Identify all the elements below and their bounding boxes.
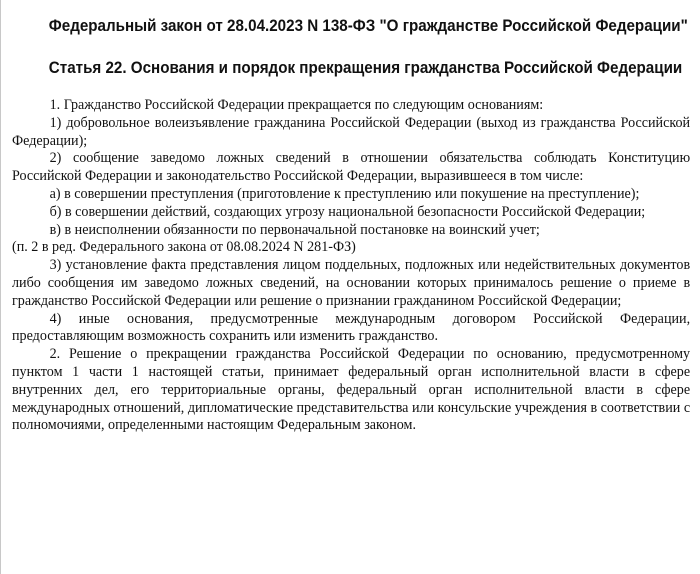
article-title: Статья 22. Основания и порядок прекращения гражданства Российской Федерации: [48, 59, 683, 77]
amendment-note: (п. 2 в ред. Федерального закона от 08.08.2024 N 281-ФЗ): [12, 239, 356, 256]
article-body: [12, 97, 690, 435]
paragraph-item-1: 1) добровольное волеизъявление гражданина Российской Федерации (выход из гражданства Российской Федерации);: [12, 114, 691, 149]
law-title: Федеральный закон от 28.04.2023 N 138-ФЗ "О гражданстве Российской Федерации": [48, 17, 688, 35]
paragraph-item-3: 3) установление факта представления лицом поддельных, подложных или недействительных документов либо сообщения им заведомо ложных сведений, на основании которых принималось решение о приеме в гражданство Российской Федерации или решение о признании гражданином Российской Федерации;: [12, 257, 691, 309]
paragraph-part-2: 2. Решение о прекращении гражданства Российской Федерации по основанию, предусмотренному пунктом 1 части 1 настоящей статьи, принимает федеральный орган исполнительной власти в сфере внутренних дел, его территориальные органы, федеральный орган исполнительной власти в сфере международных отношений, дипломатические представительства или консульские учреждения в соответствии с полномочиями, определенными настоящим Федеральным законом.: [12, 346, 691, 434]
paragraph-part-1-intro: 1. Гражданство Российской Федерации прекращается по следующим основаниям:: [49, 97, 544, 113]
paragraph-subitem-a: а) в совершении преступления (приготовление к преступлению или покушение на преступление);: [49, 185, 640, 202]
paragraph-item-2: 2) сообщение заведомо ложных сведений в отношении обязательства соблюдать Конституцию Российской Федерации и законодательство Российской Федерации, выразившееся в том числе:: [12, 150, 691, 185]
paragraph-subitem-v: в) в неисполнении обязанности по первоначальной постановке на воинский учет;: [49, 221, 540, 238]
paragraph-item-4: 4) иные основания, предусмотренные международным договором Российской Федерации, предоставляющим возможность сохранить или изменить гражданство.: [12, 310, 691, 345]
paragraph-subitem-b: б) в совершении действий, создающих угрозу национальной безопасности Российской Федерации;: [49, 203, 646, 220]
